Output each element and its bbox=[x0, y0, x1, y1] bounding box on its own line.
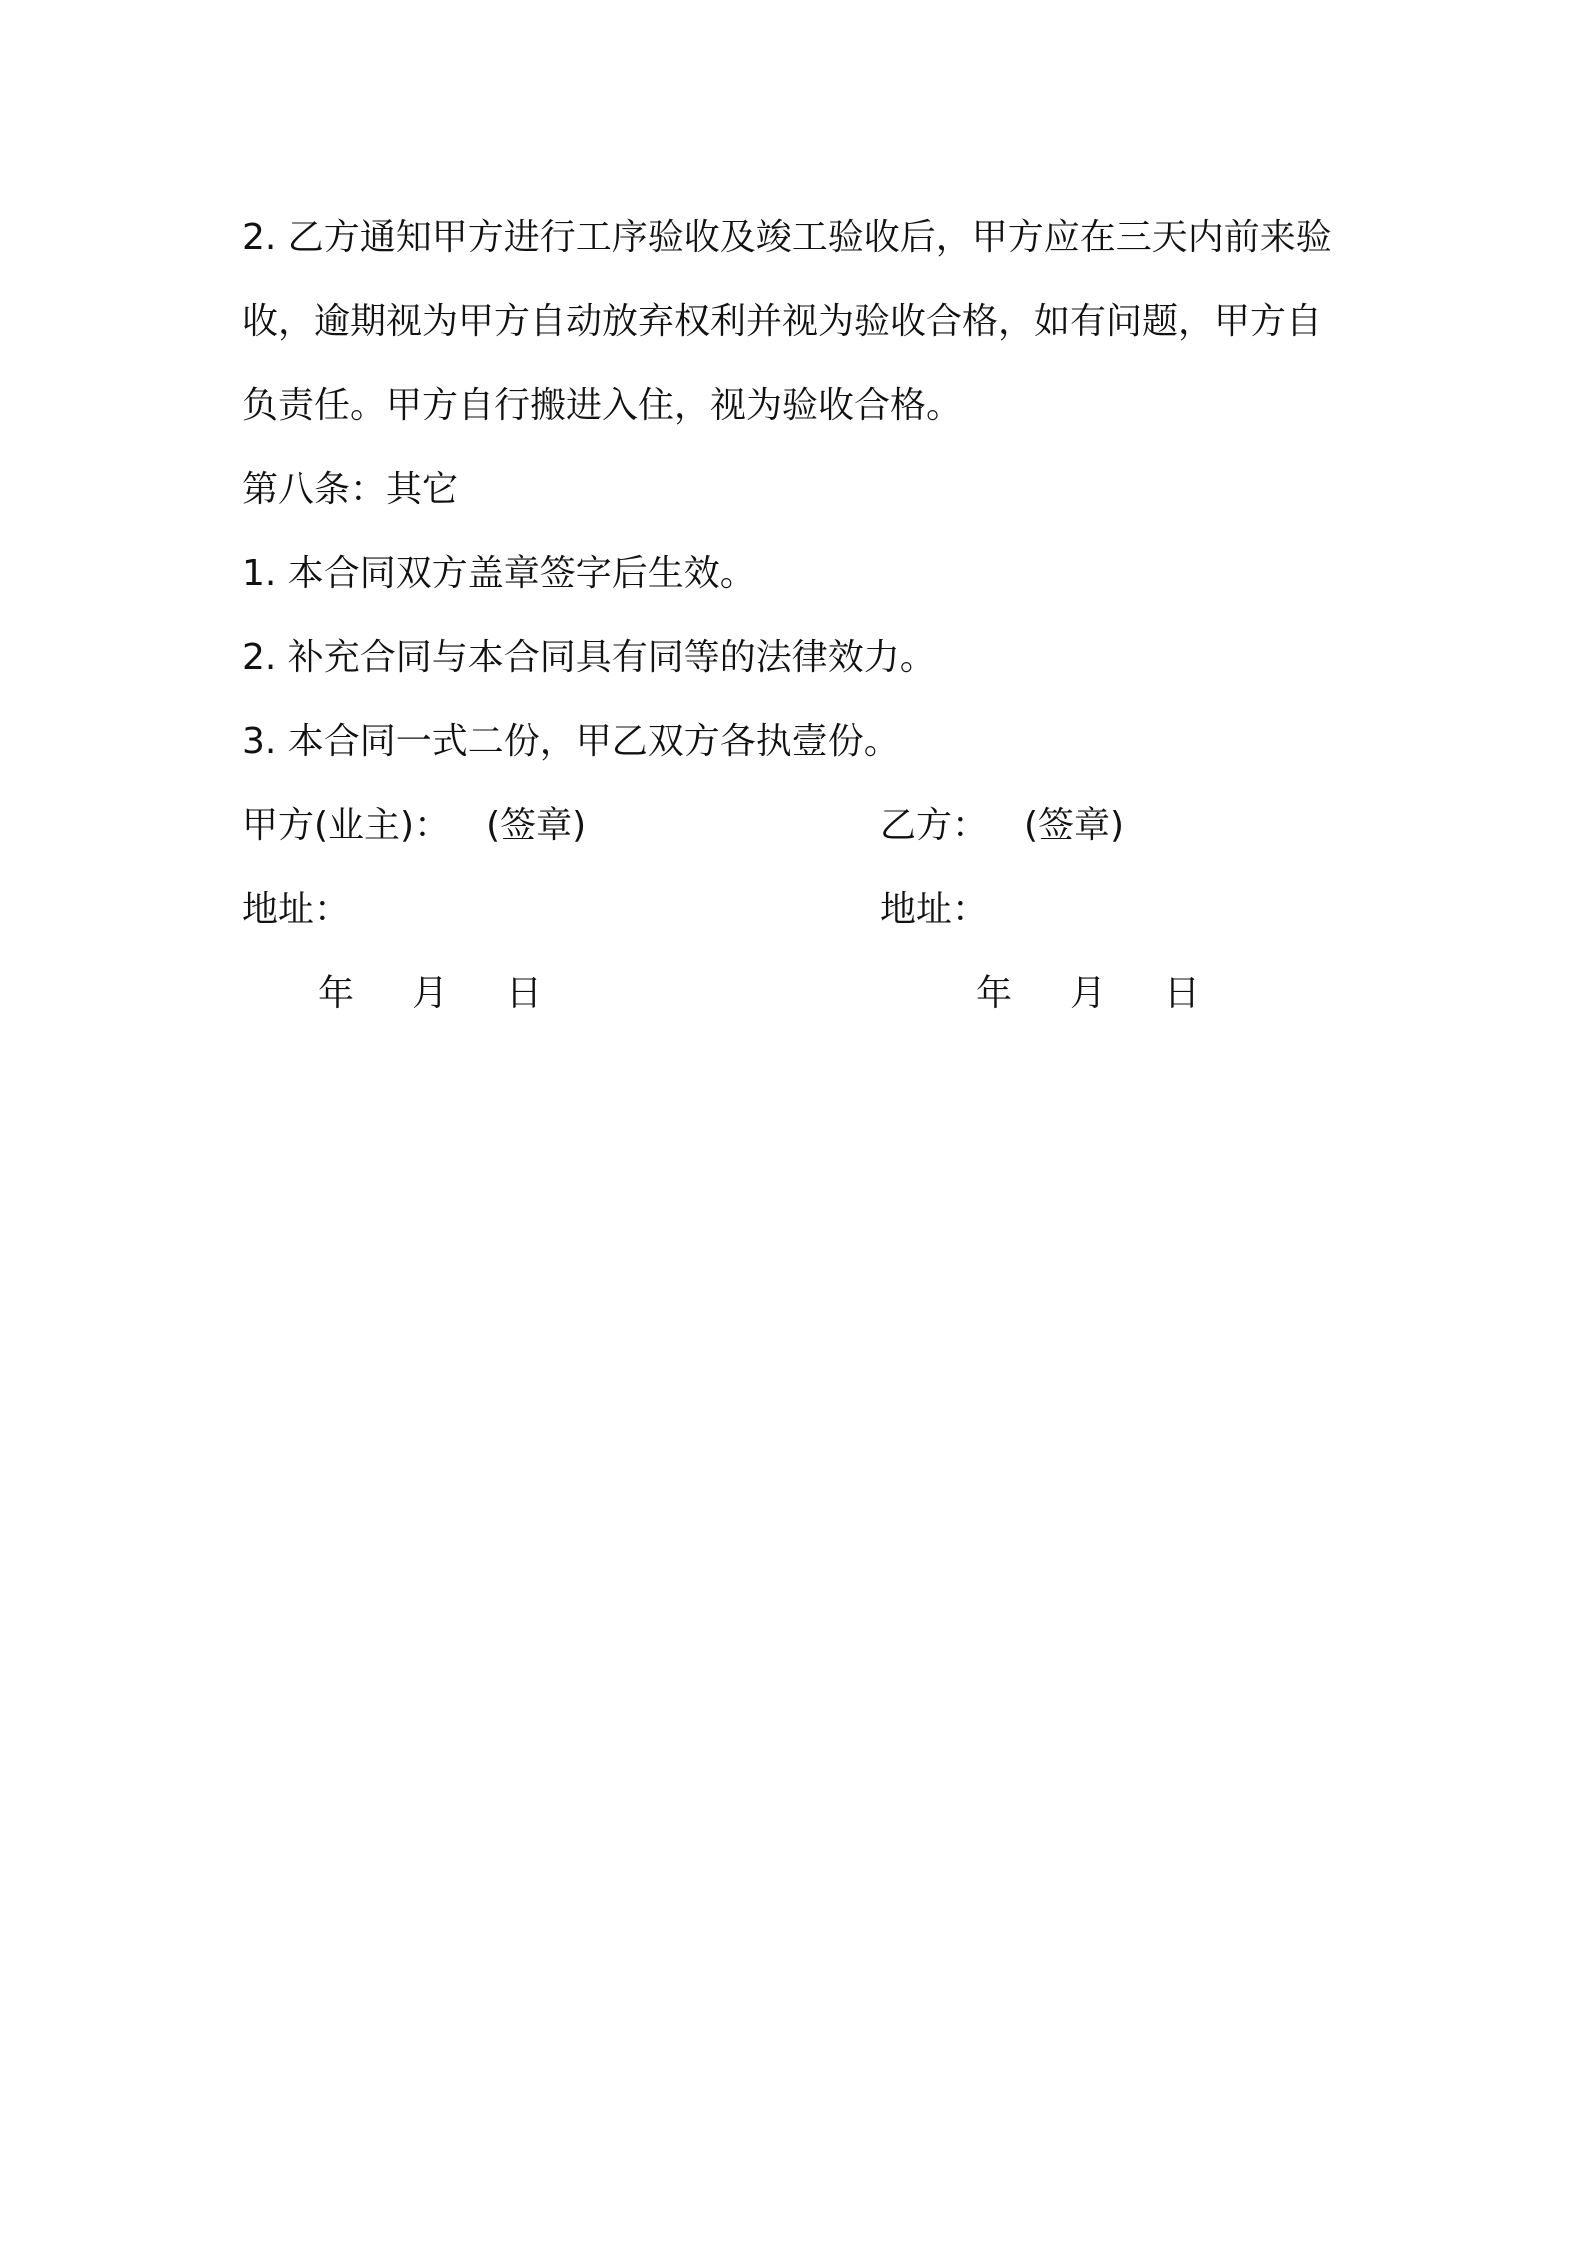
address-row bbox=[242, 868, 1352, 952]
party-a-address: 地址： bbox=[242, 889, 351, 930]
date-month: 月 bbox=[1070, 973, 1107, 1014]
party-a-signature bbox=[242, 784, 586, 868]
party-a-label: 甲方(业主)： bbox=[242, 805, 451, 846]
date-month: 月 bbox=[412, 973, 449, 1014]
date-year: 年 bbox=[976, 973, 1013, 1014]
list-item: 2. 补充合同与本合同具有同等的法律效力。 bbox=[242, 637, 936, 678]
date-day: 日 bbox=[506, 973, 543, 1014]
date-year: 年 bbox=[318, 973, 355, 1014]
party-a-seal: (签章) bbox=[486, 805, 587, 846]
date-row bbox=[242, 952, 1352, 1036]
article-8-heading: 第八条：其它 bbox=[242, 469, 459, 510]
date-day: 日 bbox=[1164, 973, 1201, 1014]
party-b-label: 乙方： bbox=[880, 805, 989, 846]
party-b-signature bbox=[880, 784, 1124, 868]
party-b-seal: (签章) bbox=[1024, 805, 1125, 846]
list-item: 3. 本合同一式二份，甲乙双方各执壹份。 bbox=[242, 721, 900, 762]
clause-2-paragraph: 2. 乙方通知甲方进行工序验收及竣工验收后，甲方应在三天内前来验收，逾期视为甲方自动放弃权利并视为验收合格，如有问题，甲方自负责任。甲方自行搬进入住，视为验收合格。 bbox=[242, 217, 1332, 426]
party-a-date bbox=[318, 952, 600, 1036]
signature-row bbox=[242, 784, 1352, 868]
document-body bbox=[242, 196, 1352, 1036]
party-b-address: 地址： bbox=[880, 889, 989, 930]
list-item: 1. 本合同双方盖章签字后生效。 bbox=[242, 553, 756, 594]
party-b-date bbox=[976, 952, 1258, 1036]
